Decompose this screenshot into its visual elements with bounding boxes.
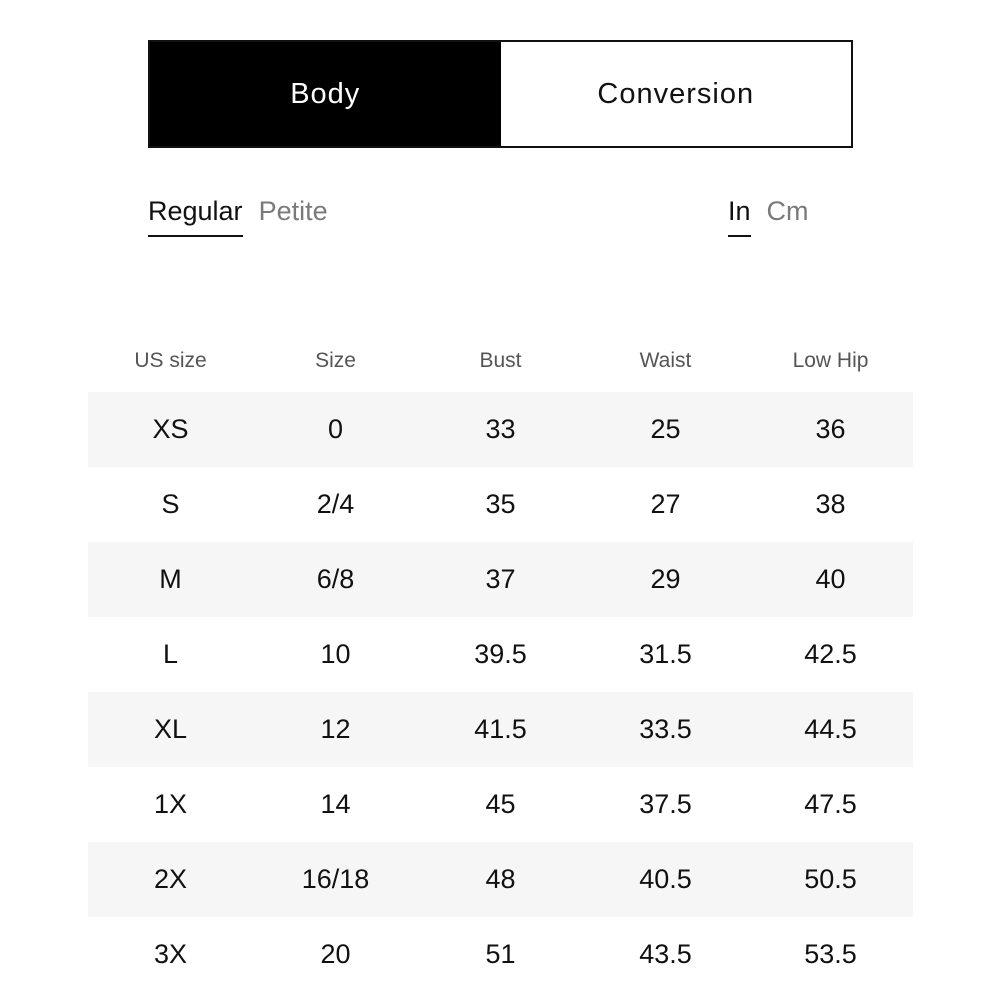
tab-body[interactable] (150, 42, 501, 146)
cell-us-size: XL (153, 714, 188, 744)
tab-conversion-label: Conversion (597, 77, 755, 110)
cell-low-hip: 47.5 (804, 789, 857, 819)
cell-bust: 41.5 (474, 714, 527, 744)
cell-waist: 29 (650, 564, 681, 594)
cell-us-size: 3X (153, 939, 188, 969)
tab-conversion[interactable] (501, 42, 852, 146)
cell-size: 20 (320, 939, 351, 969)
column-header-bust: Bust (479, 349, 522, 372)
cell-us-size: XS (152, 414, 189, 444)
cell-us-size: S (161, 489, 180, 519)
cell-waist: 31.5 (639, 639, 692, 669)
fit-option-petite[interactable]: Petite (258, 196, 328, 226)
cell-waist: 27 (650, 489, 681, 519)
cell-size: 14 (320, 789, 351, 819)
cell-low-hip: 50.5 (804, 864, 857, 894)
cell-bust: 51 (485, 939, 516, 969)
cell-low-hip: 53.5 (804, 939, 857, 969)
table-row (88, 842, 913, 917)
cell-low-hip: 40 (815, 564, 846, 594)
cell-size: 16/18 (301, 864, 370, 894)
cell-low-hip: 36 (815, 414, 846, 444)
cell-us-size: 2X (153, 864, 188, 894)
column-header-size: Size (315, 349, 356, 372)
unit-option-cm[interactable]: Cm (766, 196, 809, 226)
cell-bust: 35 (485, 489, 516, 519)
cell-waist: 33.5 (639, 714, 692, 744)
cell-size: 6/8 (316, 564, 355, 594)
cell-waist: 37.5 (639, 789, 692, 819)
cell-low-hip: 44.5 (804, 714, 857, 744)
cell-bust: 48 (485, 864, 516, 894)
column-header-waist: Waist (639, 349, 692, 372)
cell-size: 10 (320, 639, 351, 669)
unit-toggle (728, 196, 809, 237)
cell-bust: 33 (485, 414, 516, 444)
fit-toggle (148, 196, 328, 237)
table-row (88, 692, 913, 767)
cell-size: 0 (327, 414, 344, 444)
cell-bust: 39.5 (474, 639, 527, 669)
fit-option-regular[interactable]: Regular (148, 196, 243, 237)
cell-us-size: 1X (153, 789, 188, 819)
table-row (88, 767, 913, 842)
column-header-us-size: US size (134, 349, 207, 372)
table-row (88, 392, 913, 467)
cell-low-hip: 42.5 (804, 639, 857, 669)
cell-size: 12 (320, 714, 351, 744)
table-row (88, 917, 913, 992)
column-header-low-hip: Low Hip (792, 349, 869, 372)
table-row (88, 467, 913, 542)
size-table (88, 330, 913, 992)
table-row (88, 542, 913, 617)
cell-low-hip: 38 (815, 489, 846, 519)
cell-us-size: M (159, 564, 182, 594)
cell-bust: 45 (485, 789, 516, 819)
chart-tabs (148, 40, 853, 148)
unit-option-in[interactable]: In (728, 196, 751, 237)
cell-waist: 43.5 (639, 939, 692, 969)
cell-bust: 37 (485, 564, 516, 594)
cell-waist: 40.5 (639, 864, 692, 894)
cell-us-size: L (162, 639, 179, 669)
tab-body-label: Body (290, 77, 361, 110)
cell-size: 2/4 (316, 489, 355, 519)
table-header-row (88, 330, 913, 392)
table-row (88, 617, 913, 692)
cell-waist: 25 (650, 414, 681, 444)
